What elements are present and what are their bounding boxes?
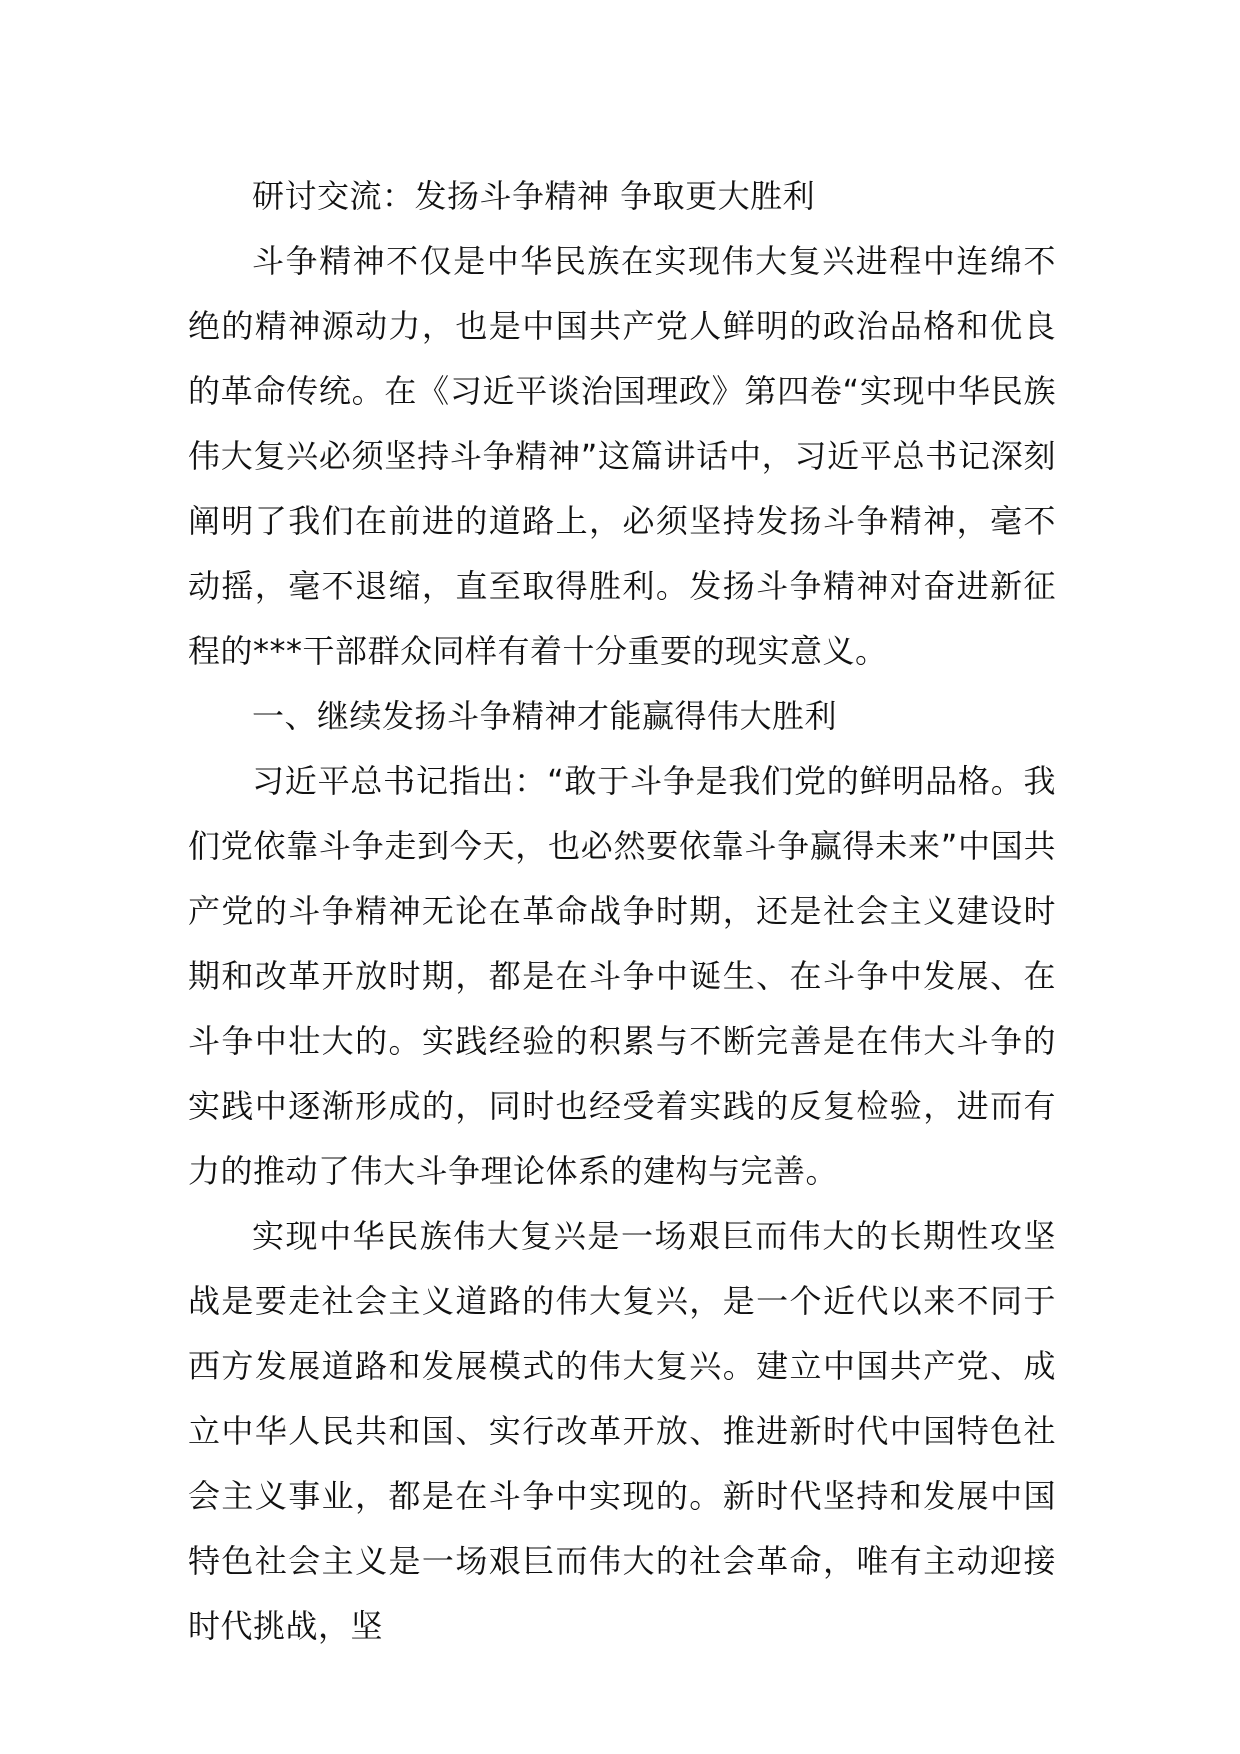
paragraph-section-1: 习近平总书记指出：“敢于斗争是我们党的鲜明品格。我们党依靠斗争走到今天，也必然要依靠斗争赢得未来”中国共产党的斗争精神无论在革命战争时期，还是社会主义建设时期和改革开放时期，都是在斗争中诞生、在斗争中发展、在斗争中壮大的。实践经验的积累与不断完善是在伟大斗争的实践中逐渐形成的，同时也经受着实践的反复检验，进而有力的推动了伟大斗争理论体系的建构与完善。: [188, 762, 1056, 1190]
document-body: [188, 164, 1056, 1659]
paragraph-rejuvenation: 实现中华民族伟大复兴是一场艰巨而伟大的长期性攻坚战是要走社会主义道路的伟大复兴，是一个近代以来不同于西方发展道路和发展模式的伟大复兴。建立中国共产党、成立中华人民共和国、实行改革开放、推进新时代中国特色社会主义事业，都是在斗争中实现的。新时代坚持和发展中国特色社会主义是一场艰巨而伟大的社会革命，唯有主动迎接时代挑战，坚: [188, 1217, 1056, 1645]
document-title: 研讨交流：发扬斗争精神 争取更大胜利: [252, 177, 816, 215]
paragraph-intro: 斗争精神不仅是中华民族在实现伟大复兴进程中连绵不绝的精神源动力，也是中国共产党人鲜明的政治品格和优良的革命传统。在《习近平谈治国理政》第四卷“实现中华民族伟大复兴必须坚持斗争精神”这篇讲话中，习近平总书记深刻阐明了我们在前进的道路上，必须坚持发扬斗争精神，毫不动摇，毫不退缩，直至取得胜利。发扬斗争精神对奋进新征程的***干部群众同样有着十分重要的现实意义。: [188, 242, 1056, 670]
section-heading-1: 一、继续发扬斗争精神才能赢得伟大胜利: [252, 697, 838, 735]
